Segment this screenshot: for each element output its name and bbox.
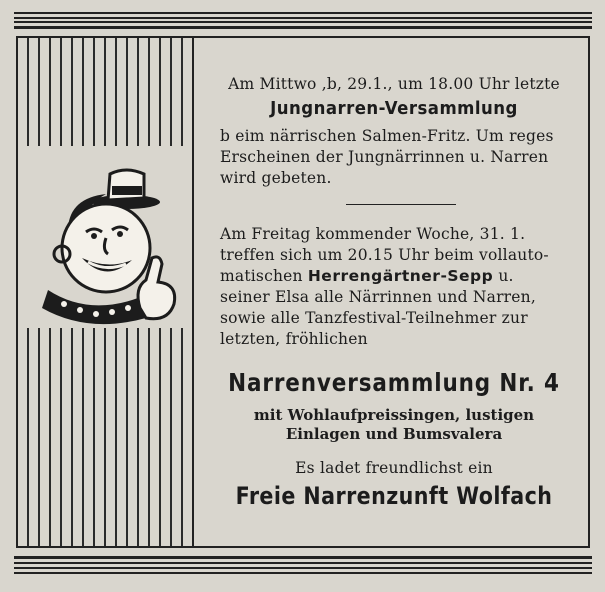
notice1-body [200,126,588,189]
notice2-line: letzten, fröhlichen [220,330,368,348]
top-stripes [18,38,192,146]
notice1-date-line: Am Mittwo ,b, 29.1., um 18.00 Uhr letzte [228,75,560,93]
notice2-sub-line: Einlagen und Bumsvalera [285,425,503,443]
notice2-line [220,266,572,287]
notice2-line3-post: u. [493,267,514,285]
section-divider [346,204,456,205]
announcement-text [200,38,588,546]
bottom-stripes [18,328,192,546]
notice1-title: Jungnarren-Versammlung [270,98,518,119]
notice2-line: seiner Elsa alle Närrinnen und Narren, [220,288,536,306]
notice2-host-name: Herrengärtner-Sepp [307,267,494,285]
decorative-column [18,38,194,546]
invite-line: Es ladet freundlichst ein [295,459,493,477]
ad-frame [16,36,590,548]
notice1-body-line: b eim närrischen Salmen-Fritz. Um reges [220,127,554,145]
top-rule-band [14,12,592,32]
notice2-line: sowie alle Tanzfestival-Teilnehmer zur [220,309,528,327]
notice2-headline: Narrenversammlung Nr. 4 [228,368,560,397]
notice2-body [200,224,588,350]
notice2-sub-line: mit Wohlaufpreissingen, lustigen [253,406,535,424]
notice1-body-line: wird gebeten. [220,169,332,187]
organizer-name: Freie Narrenzunft Wolfach [235,482,553,510]
notice2-line: treffen sich um 20.15 Uhr beim vollauto- [220,246,549,264]
notice2-line3-pre: matischen [220,267,308,285]
notice1-body-line: Erscheinen der Jungnärrinnen u. Narren [220,148,549,166]
notice2-line: Am Freitag kommender Woche, 31. 1. [220,225,526,243]
jester-mascot-icon [28,158,188,328]
bottom-rule-band [14,556,592,578]
